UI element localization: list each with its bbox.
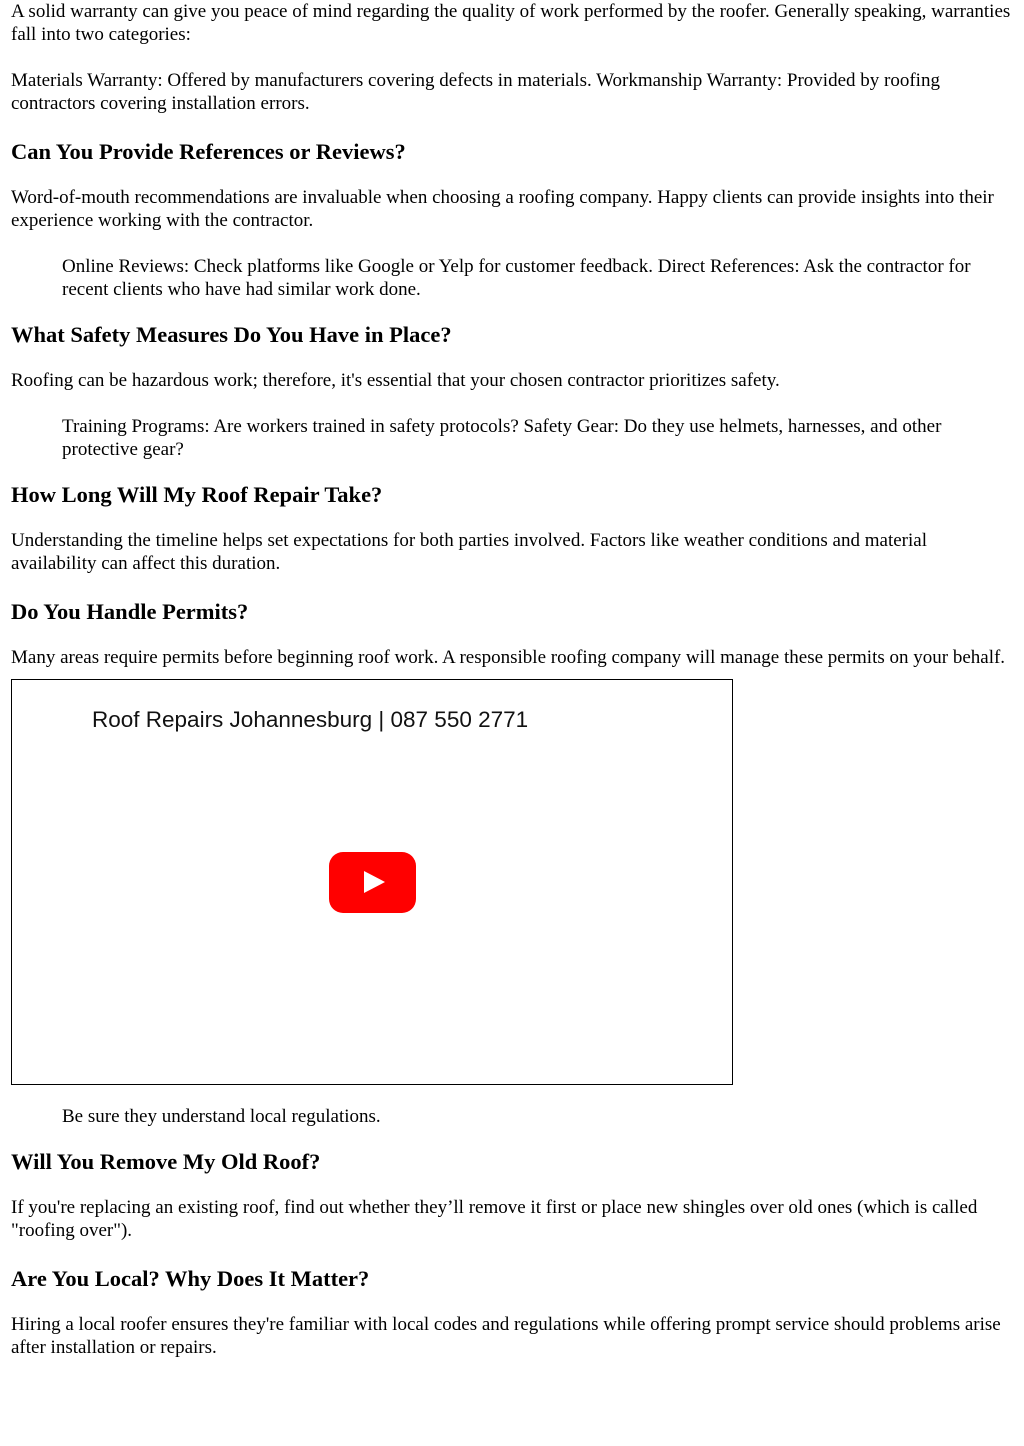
references-body: Word-of-mouth recommendations are invaluable when choosing a roofing company. Happy clients can provide insights into their experience working with the contractor. [11,187,994,231]
removal-body: If you're replacing an existing roof, find out whether they’ll remove it first or place new shingles over old ones (which is called "roofing over"). [11,1197,978,1241]
warranty-types: Materials Warranty: Offered by manufacturers covering defects in materials. Workmanship Warranty: Provided by roofing contractors covering installation errors. [11,70,940,114]
safety-list: Training Programs: Are workers trained in safety protocols? Safety Gear: Do they use helmets, harnesses, and other protective gear? [62,416,942,460]
removal-heading: Will You Remove My Old Roof? [11,1149,321,1174]
permits-note: Be sure they understand local regulations. [62,1106,381,1127]
safety-body: Roofing can be hazardous work; therefore, it's essential that your chosen contractor prioritizes safety. [11,370,780,391]
youtube-play-icon[interactable] [329,852,416,913]
timeline-heading: How Long Will My Roof Repair Take? [11,482,383,507]
warranty-intro: A solid warranty can give you peace of mind regarding the quality of work performed by the roofer. Generally speaking, warranties fall into two categories: [11,1,1011,45]
references-list: Online Reviews: Check platforms like Google or Yelp for customer feedback. Direct References: Ask the contractor for recent clients who have had similar work done. [62,256,971,300]
video-title[interactable]: Roof Repairs Johannesburg | 087 550 2771 [92,707,529,732]
permits-heading: Do You Handle Permits? [11,599,249,624]
permits-body: Many areas require permits before beginning roof work. A responsible roofing company will manage these permits on your behalf. [11,647,1006,668]
local-heading: Are You Local? Why Does It Matter? [11,1266,370,1291]
safety-heading: What Safety Measures Do You Have in Place? [11,322,452,347]
local-body: Hiring a local roofer ensures they're familiar with local codes and regulations while offering prompt service should problems arise after installation or repairs. [11,1314,1001,1358]
references-heading: Can You Provide References or Reviews? [11,139,406,164]
timeline-body: Understanding the timeline helps set expectations for both parties involved. Factors like weather conditions and material availability can affect this duration. [11,530,927,574]
video-embed[interactable] [11,679,733,1085]
